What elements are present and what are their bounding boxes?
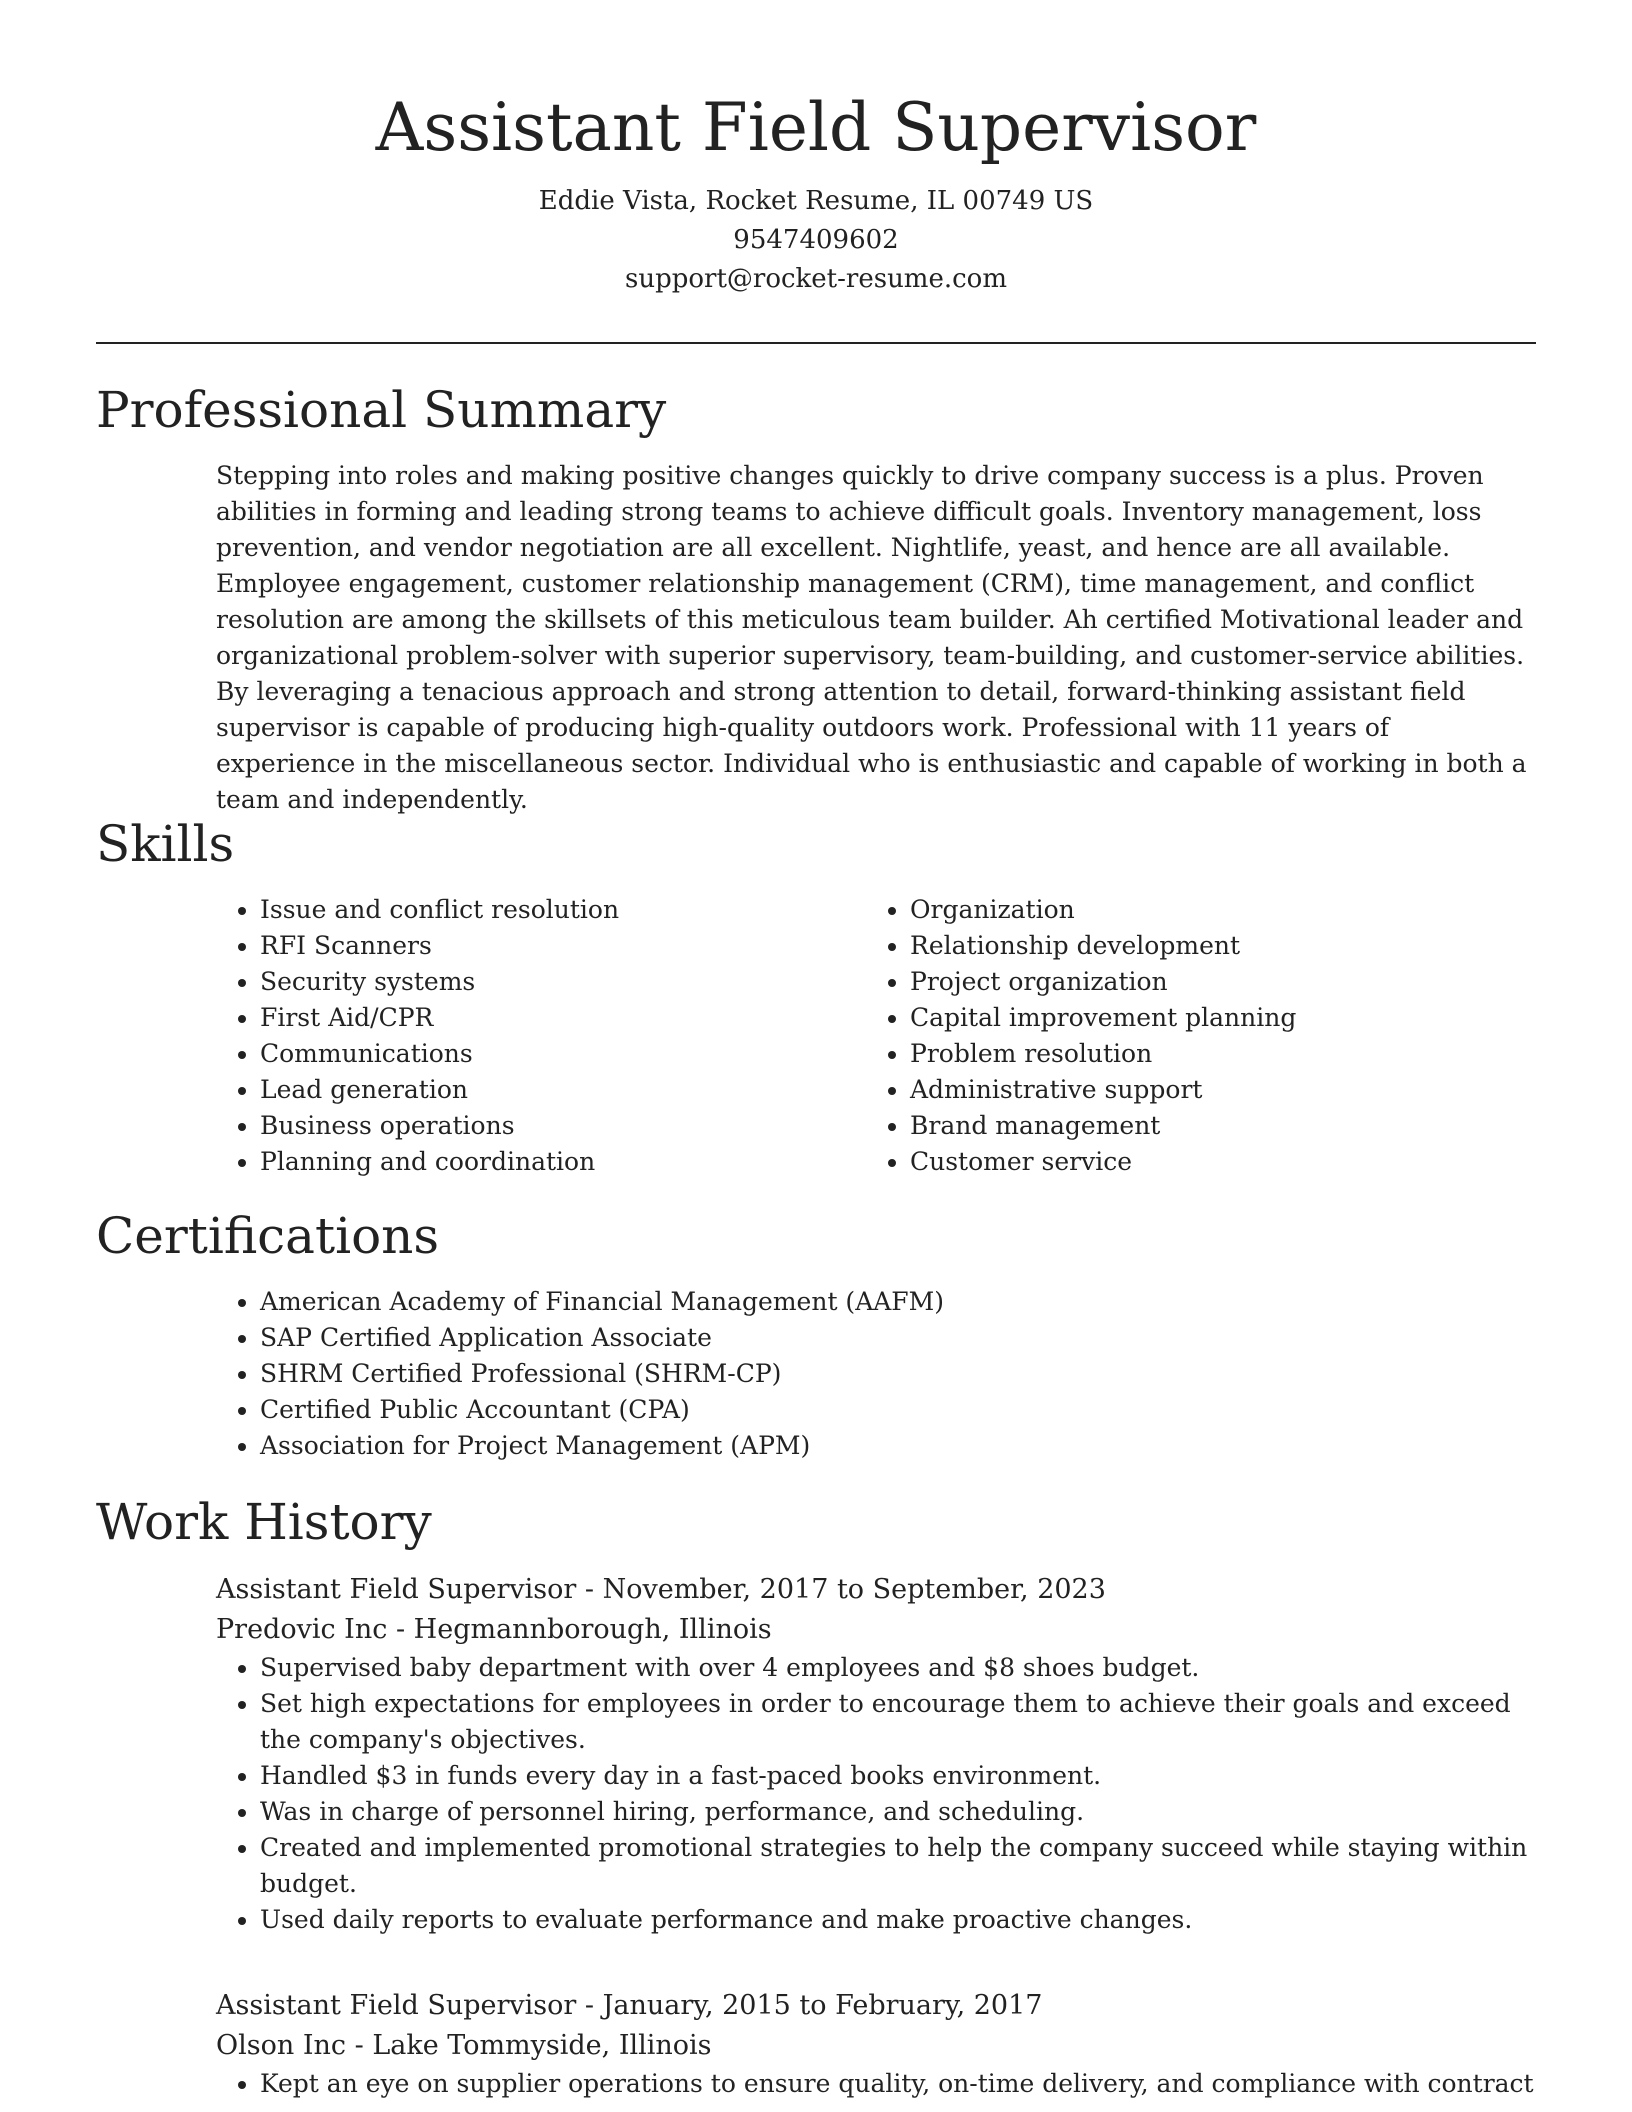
job-bullets (216, 2066, 1536, 2102)
skills-body (216, 892, 1536, 1180)
skills-list-left (216, 892, 866, 1180)
list-item: • American Academy of Financial Management (AAFM) (260, 1284, 1536, 1320)
list-item: • Lead generation (260, 1072, 866, 1108)
skills-heading: Skills (96, 815, 235, 873)
job-title-line: Assistant Field Supervisor - November, 2017 to September, 2023 (216, 1574, 1106, 1605)
contact-block (0, 182, 1632, 299)
list-item: • Customer service (910, 1144, 1516, 1180)
resume-header (0, 0, 1632, 299)
list-item: • Administrative support (910, 1072, 1516, 1108)
contact-email: support@rocket-resume.com (624, 264, 1007, 294)
list-item: • First Aid/CPR (260, 1000, 866, 1036)
list-item: • Was in charge of personnel hiring, performance, and scheduling. (260, 1794, 1536, 1830)
job-bullets (216, 1650, 1536, 1938)
job-company: Olson Inc (216, 2030, 347, 2061)
list-item: • Security systems (260, 964, 866, 1000)
job-1 (216, 1570, 1536, 1938)
work-heading: Work History (96, 1493, 432, 1551)
contact-address: Eddie Vista, Rocket Resume, IL 00749 US (538, 186, 1094, 216)
certifications-body (216, 1284, 1536, 1464)
list-item: • Association for Project Management (APM) (260, 1428, 1536, 1464)
list-item: • Organization (910, 892, 1516, 928)
list-item: • Used daily reports to evaluate performance and make proactive changes. (260, 1902, 1536, 1938)
job-title: Assistant Field Supervisor (216, 1574, 577, 1605)
job-company: Predovic Inc (216, 1614, 388, 1645)
list-item: • Capital improvement planning (910, 1000, 1516, 1036)
skills-column-left (216, 892, 866, 1180)
job-title: Assistant Field Supervisor (216, 1990, 577, 2021)
list-item: • Set high expectations for employees in order to encourage them to achieve their goals and exceed the company's objectives. (260, 1686, 1536, 1758)
certifications-list (216, 1284, 1536, 1464)
job-dates: January, 2015 to February, 2017 (602, 1990, 1043, 2021)
job-dates: November, 2017 to September, 2023 (602, 1574, 1106, 1605)
skills-list-right (866, 892, 1516, 1180)
list-item: • Project organization (910, 964, 1516, 1000)
list-item: • Relationship development (910, 928, 1516, 964)
header-divider (96, 342, 1536, 344)
list-item: • RFI Scanners (260, 928, 866, 964)
job-company-line: Olson Inc - Lake Tommyside, Illinois (216, 2030, 712, 2061)
list-item: • Problem resolution (910, 1036, 1516, 1072)
contact-phone: 9547409602 (733, 225, 899, 255)
job-company-line: Predovic Inc - Hegmannborough, Illinois (216, 1614, 772, 1645)
summary-heading: Professional Summary (96, 381, 667, 439)
list-item: • Brand management (910, 1108, 1516, 1144)
job-2 (216, 1986, 1536, 2102)
list-item: • Business operations (260, 1108, 866, 1144)
list-item: • SAP Certified Application Associate (260, 1320, 1536, 1356)
summary-body (216, 458, 1536, 818)
list-item: • Handled $3 in funds every day in a fast-paced books environment. (260, 1758, 1536, 1794)
list-item: • Supervised baby department with over 4 employees and $8 shoes budget. (260, 1650, 1536, 1686)
skills-columns (216, 892, 1536, 1180)
job-location: Hegmannborough, Illinois (413, 1614, 772, 1645)
summary-text: Stepping into roles and making positive changes quickly to drive company success is a plus. Proven abilities in forming and leading strong teams to achieve difficult goals. Inventory management, loss prevention, and vendor negotiation are all excellent. Nightlife, yeast, and hence are all available. Employee engagement, customer relationship management (CRM), time management, and conflict resolution are among the skillsets of this meticulous team builder. Ah certified Motivational leader and organizational problem-solver with superior supervisory, team-building, and customer-service abilities. By leveraging a tenacious approach and strong attention to detail, forward-thinking assistant field supervisor is capable of producing high-quality outdoors work. Professional with 11 years of experience in the miscellaneous sector. Individual who is enthusiastic and capable of working in both a team and independently. (216, 461, 1527, 814)
list-item: • Kept an eye on supplier operations to ensure quality, on-time delivery, and compliance with contract (260, 2066, 1536, 2102)
resume-title: Assistant Field Supervisor (375, 89, 1257, 166)
certifications-heading: Certifications (96, 1207, 440, 1265)
job-location: Lake Tommyside, Illinois (372, 2030, 712, 2061)
skills-column-right (866, 892, 1516, 1180)
list-item: • Issue and conflict resolution (260, 892, 866, 928)
list-item: • Communications (260, 1036, 866, 1072)
list-item: • Created and implemented promotional strategies to help the company succeed while staying within budget. (260, 1830, 1536, 1902)
list-item: • Certified Public Accountant (CPA) (260, 1392, 1536, 1428)
list-item: • Planning and coordination (260, 1144, 866, 1180)
job-title-line: Assistant Field Supervisor - January, 2015 to February, 2017 (216, 1990, 1043, 2021)
list-item: • SHRM Certified Professional (SHRM-CP) (260, 1356, 1536, 1392)
